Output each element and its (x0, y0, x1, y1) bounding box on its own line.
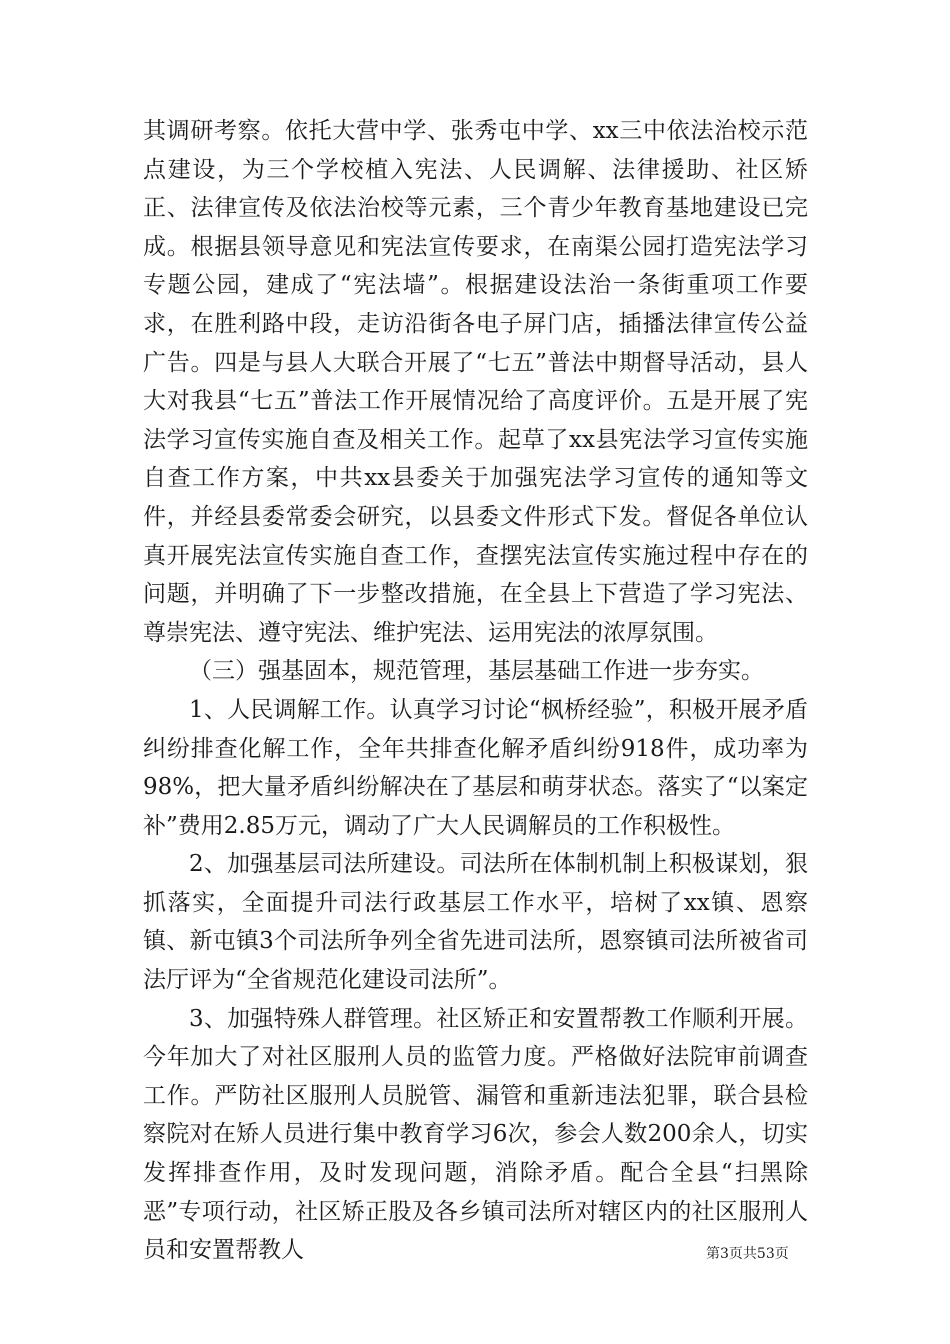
paragraph-special-groups: 3、加强特殊人群管理。社区矫正和安置帮教工作顺利开展。今年加大了对社区服刑人员的监管力度。严格做好法院审前调查工作。严防社区服刑人员脱管、漏管和重新违法犯罪，联合县检察院对在矫人员进行集中教育学习6次，参会人数200余人，切实发挥排查作用，及时发现问题，消除矛盾。配合全县“扫黑除恶”专项行动，社区矫正股及各乡镇司法所对辖区内的社区服刑人员和安置帮教人 (143, 1005, 808, 1264)
paragraph-mediation: 1、人民调解工作。认真学习讨论“枫桥经验”，积极开展矛盾纠纷排查化解工作，全年共排查化解矛盾纠纷918件，成功率为98%，把大量矛盾纠纷解决在了基层和萌芽状态。落实了“以案定补”费用2.85万元，调动了广大人民调解员的工作积极性。 (143, 696, 808, 839)
page-number-footer: 第3页共53页 (706, 1246, 789, 1262)
paragraph-continuation: 其调研考察。依托大营中学、张秀屯中学、xx三中依法治校示范点建设，为三个学校植入宪法、人民调解、法律援助、社区矫正、法律宣传及依法治校等元素，三个青少年教育基地建设已完成。根据县领导意见和宪法宣传要求，在南渠公园打造宪法学习专题公园，建成了“宪法墙”。根据建设法治一条街重项工作要求，在胜利路中段，走访沿街各电子屏门店，插播法律宣传公益广告。四是与县人大联合开展了“七五”普法中期督导活动，县人大对我县“七五”普法工作开展情况给了高度评价。五是开展了宪法学习宣传实施自查及相关工作。起草了xx县宪法学习宣传实施自查工作方案，中共xx县委关于加强宪法学习宣传的通知等文件，并经县委常委会研究，以县委文件形式下发。督促各单位认真开展宪法宣传实施自查工作，查摆宪法宣传实施过程中存在的问题，并明确了下一步整改措施，在全县上下营造了学习宪法、尊崇宪法、遵守宪法、维护宪法、运用宪法的浓厚氛围。 (143, 118, 808, 646)
document-body (143, 112, 808, 1270)
section-heading-3: （三）强基固本，规范管理，基层基础工作进一步夯实。 (189, 658, 764, 685)
paragraph-judicial-office: 2、加强基层司法所建设。司法所在体制机制上积极谋划，狠抓落实，全面提升司法行政基层工作水平，培树了xx镇、恩察镇、新屯镇3个司法所争列全省先进司法所，恩察镇司法所被省司法厅评为“全省规范化建设司法所”。 (143, 851, 808, 994)
